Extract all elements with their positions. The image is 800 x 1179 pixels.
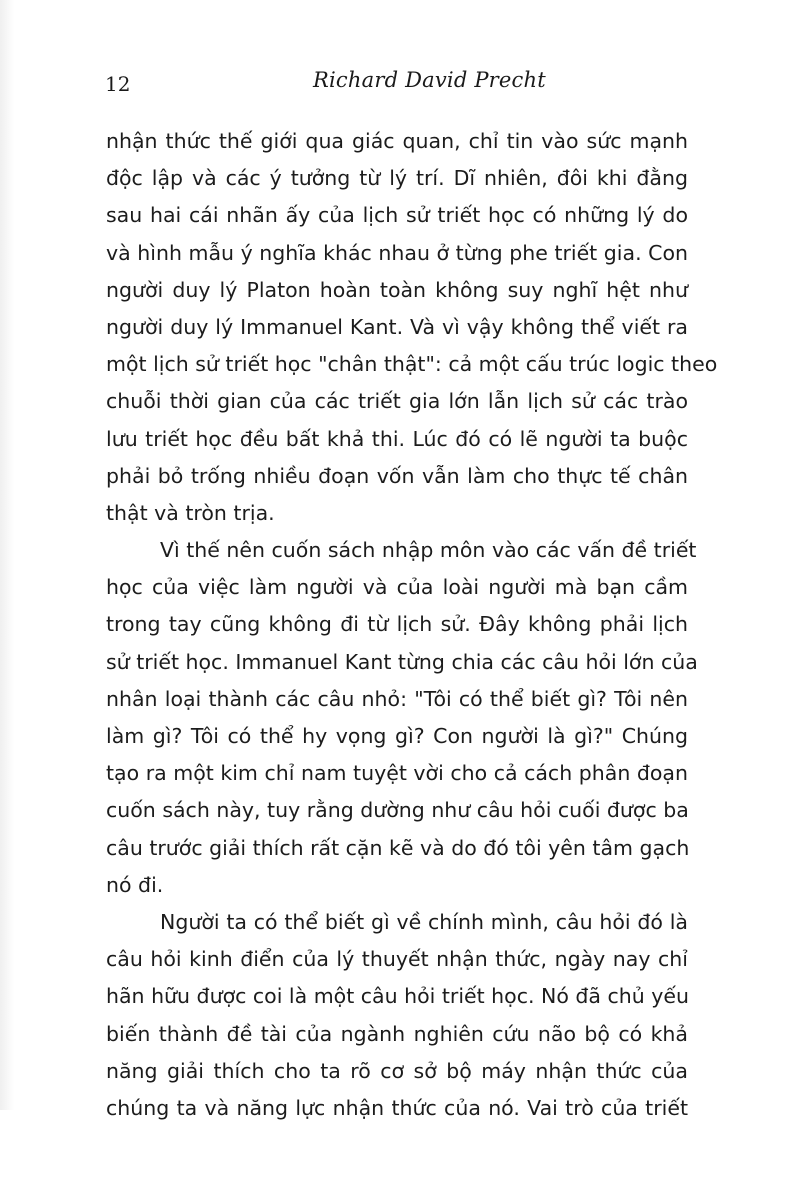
text-line: phải bỏ trống nhiều đoạn vốn vẫn làm cho thực tế chân: [106, 463, 688, 488]
text-line: cuốn sách này, tuy rằng dường như câu hỏi cuối được ba: [106, 798, 689, 823]
body-text: [106, 123, 718, 1127]
text-line: câu trước giải thích rất cặn kẽ và do đó tôi yên tâm gạch: [106, 835, 690, 860]
text-line: nhân loại thành các câu nhỏ: "Tôi có thể biết gì? Tôi nên: [106, 686, 688, 711]
text-line: làm gì? Tôi có thể hy vọng gì? Con người là gì?" Chúng: [106, 724, 688, 748]
text-line: nó đi.: [106, 872, 164, 897]
paragraph-1: [106, 123, 718, 532]
text-line: người duy lý Platon hoàn toàn không suy nghĩ hệt như: [106, 277, 688, 302]
page-edge-shadow: [0, 0, 14, 1110]
paragraph-2: [106, 532, 698, 904]
text-line: người duy lý Immanuel Kant. Và vì vậy không thể viết ra: [106, 314, 688, 339]
text-line: độc lập và các ý tưởng từ lý trí. Dĩ nhiên, đôi khi đằng: [106, 166, 688, 191]
text-line: chúng ta và năng lực nhận thức của nó. Vai trò của triết: [106, 1095, 688, 1120]
text-line: biến thành đề tài của ngành nghiên cứu não bộ có khả: [106, 1021, 688, 1046]
text-line: nhận thức thế giới qua giác quan, chỉ tin vào sức mạnh: [106, 129, 688, 153]
running-head: [103, 64, 685, 104]
text-line: trong tay cũng không đi từ lịch sử. Đây không phải lịch: [106, 612, 688, 637]
text-line: sau hai cái nhãn ấy của lịch sử triết học có những lý do: [106, 203, 688, 228]
text-line: Vì thế nên cuốn sách nhập môn vào các vấn đề triết: [160, 538, 697, 563]
text-line: chuỗi thời gian của các triết gia lớn lẫn lịch sử các trào: [106, 389, 688, 414]
text-line: tạo ra một kim chỉ nam tuyệt vời cho cả cách phân đoạn: [106, 761, 688, 786]
text-line: Người ta có thể biết gì về chính mình, câu hỏi đó là: [160, 909, 688, 934]
text-line: năng giải thích cho ta rõ cơ sở bộ máy nhận thức của: [106, 1058, 688, 1083]
text-line: câu hỏi kinh điển của lý thuyết nhận thức, ngày nay chỉ: [106, 947, 688, 972]
text-line: một lịch sử triết học "chân thật": cả một cấu trúc logic theo: [106, 352, 718, 377]
page-number: 12: [105, 72, 131, 96]
text-line: lưu triết học đều bất khả thi. Lúc đó có lẽ người ta buộc: [106, 426, 688, 451]
paragraph-3: [106, 904, 688, 1127]
text-line: thật và tròn trịa.: [106, 500, 275, 525]
text-line: hãn hữu được coi là một câu hỏi triết học. Nó đã chủ yếu: [106, 984, 690, 1009]
text-line: sử triết học. Immanuel Kant từng chia các câu hỏi lớn của: [106, 649, 698, 674]
running-head-author: Richard David Precht: [313, 68, 546, 92]
text-line: học của việc làm người và của loài người mà bạn cầm: [106, 575, 688, 600]
text-line: và hình mẫu ý nghĩa khác nhau ở từng phe triết gia. Con: [106, 240, 688, 265]
